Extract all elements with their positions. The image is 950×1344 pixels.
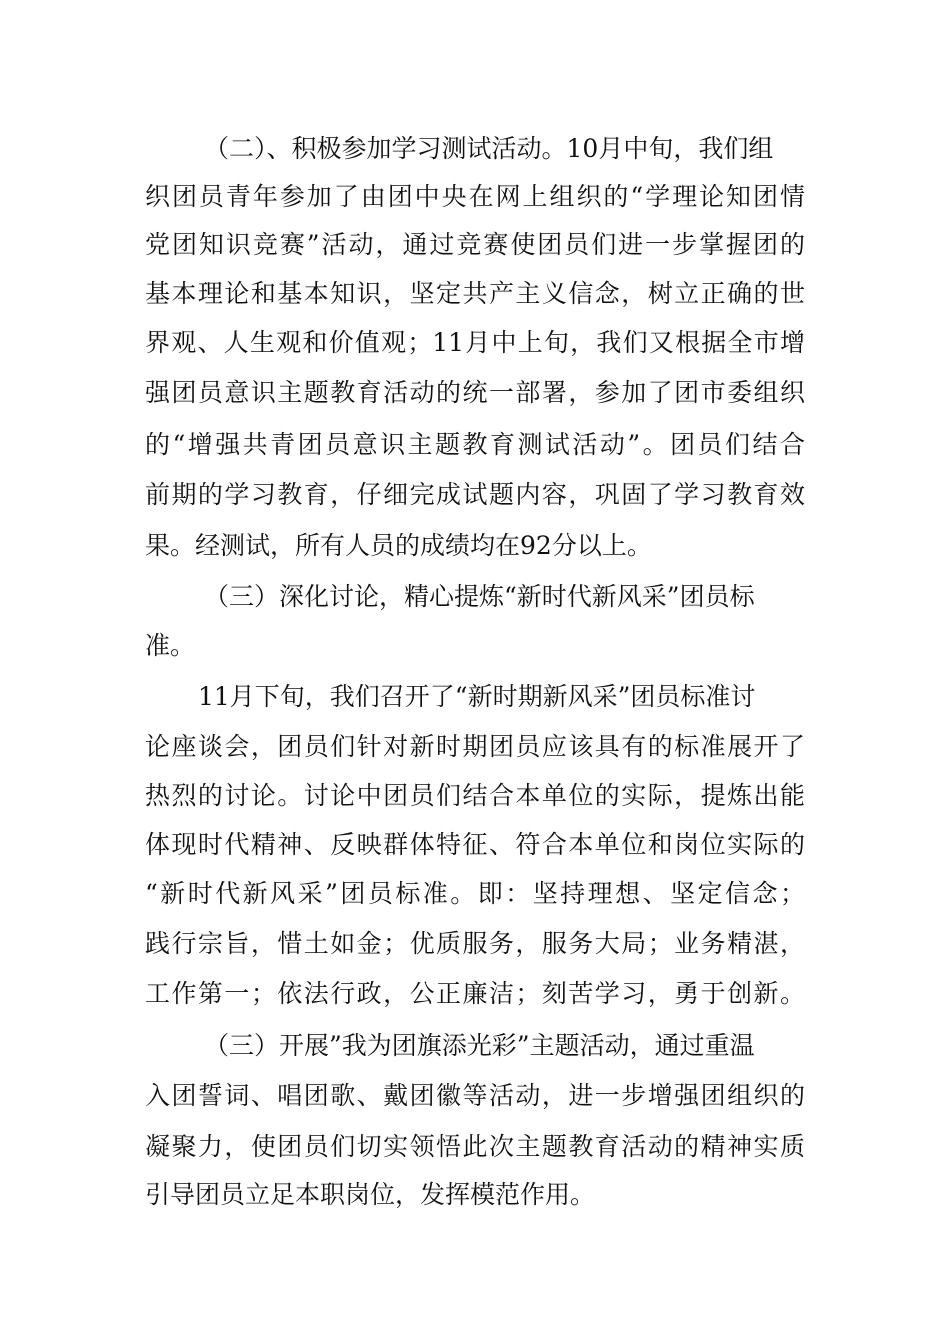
text-line: 前期的学习教育，仔细完成试题内容，巩固了学习教育效	[145, 480, 805, 509]
text-line: 11月下旬，我们召开了“新时期新风采”团员标准讨	[198, 682, 756, 711]
text-line: （二）、积极参加学习测试活动。10月中旬，我们组	[204, 134, 774, 163]
text-line: 热烈的讨论。讨论中团员们结合本单位的实际，提炼出能	[145, 781, 805, 810]
text-line: 基本理论和基本知识，坚定共产主义信念，树立正确的世	[145, 279, 805, 308]
section-heading-line: （三）深化讨论，精心提炼“新时代新风采”团员标	[204, 582, 755, 611]
text-line: 入团誓词、唱团歌、戴团徽等活动，进一步增强团组织的	[145, 1081, 805, 1110]
section-heading-line: 准。	[145, 631, 196, 660]
text-line: 引导团员立足本职岗位，发挥模范作用。	[145, 1180, 596, 1209]
text-line: 织团员青年参加了由团中央在网上组织的“学理论知团情	[145, 182, 805, 211]
text-line: 论座谈会，团员们针对新时期团员应该具有的标准展开了	[145, 732, 805, 761]
text-line: 的“增强共青团员意识主题教育测试活动”。团员们结合	[145, 430, 805, 459]
text-line: 体现时代精神、反映群体特征、符合本单位和岗位实际的	[145, 830, 805, 859]
text-line: 果。经测试，所有人员的成绩均在92分以上。	[145, 531, 652, 560]
text-line: 工作第一；依法行政，公正廉洁；刻苦学习，勇于创新。	[145, 979, 805, 1008]
text-line: 党团知识竞赛”活动，通过竞赛使团员们进一步掌握团的	[145, 230, 805, 259]
text-line: 界观、人生观和价值观；11月中上旬，我们又根据全市增	[145, 328, 805, 357]
text-line: （三）开展”我为团旗添光彩”主题活动，通过重温	[204, 1031, 755, 1060]
text-line: 凝聚力，使团员们切实领悟此次主题教育活动的精神实质	[145, 1132, 805, 1161]
text-line: 强团员意识主题教育活动的统一部署，参加了团市委组织	[145, 378, 805, 407]
text-line: 践行宗旨，惜土如金；优质服务，服务大局；业务精湛，	[145, 929, 805, 958]
text-line: “新时代新风采”团员标准。即：坚持理想、坚定信念；	[145, 879, 805, 908]
